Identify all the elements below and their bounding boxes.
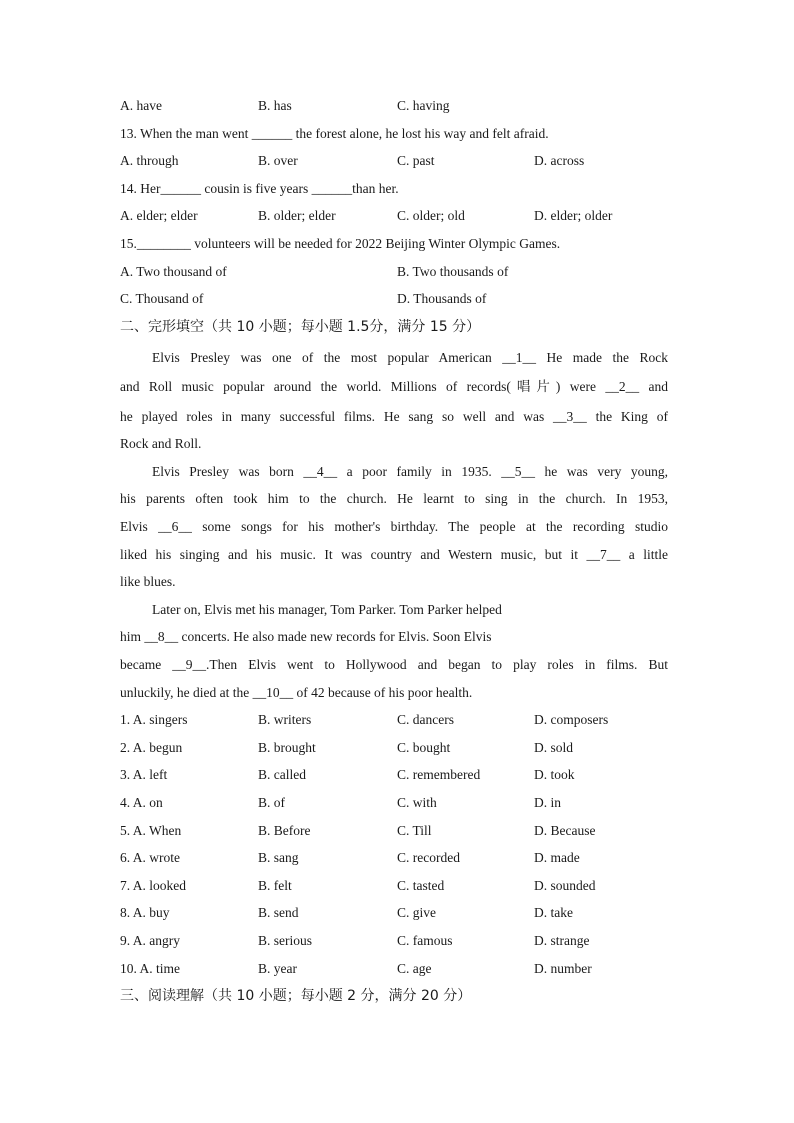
q13-option-c: C. past [397,153,435,168]
cloze-9-option-b: B. serious [258,933,312,948]
q12-option-b: B. has [258,98,292,113]
q12-options [120,97,680,115]
cloze-5-option-a: 5. A. When [120,823,182,838]
q12-option-a: A. have [120,98,162,113]
cloze-5-option-d: D. Because [534,823,596,838]
cloze-2-option-d: D. sold [534,740,574,755]
cloze-line-2: and Roll music popular around the world. Millions of records(唱片) were __2__ and [120,379,668,394]
section-reading-title: 三、阅读理解（共 10 小题；每小题 2 分，满分 20 分） [120,988,472,1004]
cloze-options-1 [120,711,680,729]
cloze-8-option-d: D. take [534,905,573,920]
cloze-8-option-b: B. send [258,905,299,920]
cloze-10-option-a: 10. A. time [120,961,180,976]
cloze-1-option-a: 1. A. singers [120,712,188,727]
cloze-3-option-c: C. remembered [397,767,481,782]
cloze-line-8: liked his singing and his music. It was country and Western music, but it __7__ a little [120,547,668,562]
cloze-line-12: became __9__.Then Elvis went to Hollywood and began to play roles in films. But [120,657,668,672]
q15-option-c: C. Thousand of [120,291,204,306]
q15-option-b: B. Two thousands of [397,264,509,279]
cloze-6-option-c: C. recorded [397,850,460,865]
cloze-3-option-b: B. called [258,767,306,782]
q14-option-b: B. older; elder [258,208,336,223]
cloze-line-4: Rock and Roll. [120,436,202,451]
cloze-4-option-a: 4. A. on [120,795,163,810]
q13-options [120,152,680,170]
cloze-4-option-d: D. in [534,795,561,810]
cloze-2-option-b: B. brought [258,740,316,755]
cloze-7-option-d: D. sounded [534,878,596,893]
cloze-options-7 [120,877,680,895]
cloze-options-5 [120,822,680,840]
q13-stem: 13. When the man went ______ the forest alone, he lost his way and felt afraid. [120,126,549,141]
cloze-6-option-a: 6. A. wrote [120,850,180,865]
cloze-8-option-a: 8. A. buy [120,905,170,920]
section-cloze-title: 二、完形填空（共 10 小题；每小题 1.5分，满分 15 分） [120,319,481,335]
q14-option-c: C. older; old [397,208,465,223]
cloze-4-option-c: C. with [397,795,437,810]
cloze-6-option-d: D. made [534,850,580,865]
cloze-1-option-d: D. composers [534,712,609,727]
cloze-line-5: Elvis Presley was born __4__ a poor family in 1935. __5__ he was very young, [152,464,668,479]
q14-stem: 14. Her______ cousin is five years ______than her. [120,181,399,196]
cloze-1-option-c: C. dancers [397,712,454,727]
cloze-line-13: unluckily, he died at the __10__ of 42 because of his poor health. [120,685,473,700]
cloze-options-3 [120,766,680,784]
cloze-10-option-d: D. number [534,961,592,976]
cloze-7-option-c: C. tasted [397,878,445,893]
cloze-options-8 [120,904,680,922]
q15-options-row1 [120,263,680,281]
q14-options [120,207,680,225]
cloze-line-6: his parents often took him to the church. He learnt to sing in the church. In 1953, [120,491,668,506]
cloze-2-option-a: 2. A. begun [120,740,183,755]
cloze-5-option-b: B. Before [258,823,311,838]
cloze-options-10 [120,960,680,978]
cloze-9-option-a: 9. A. angry [120,933,180,948]
q13-option-d: D. across [534,153,585,168]
cloze-2-option-c: C. bought [397,740,451,755]
cloze-line-9: like blues. [120,574,176,589]
cloze-1-option-b: B. writers [258,712,312,727]
cloze-line-11: him __8__ concerts. He also made new records for Elvis. Soon Elvis [120,629,492,644]
cloze-line-3: he played roles in many successful films. He sang so well and was __3__ the King of [120,409,668,424]
cloze-9-option-c: C. famous [397,933,453,948]
cloze-options-4 [120,794,680,812]
cloze-6-option-b: B. sang [258,850,299,865]
q14-option-a: A. elder; elder [120,208,198,223]
q15-stem: 15.________ volunteers will be needed for 2022 Beijing Winter Olympic Games. [120,236,561,251]
cloze-3-option-d: D. took [534,767,575,782]
q12-option-c: C. having [397,98,450,113]
q13-option-a: A. through [120,153,179,168]
cloze-options-9 [120,932,680,950]
cloze-9-option-d: D. strange [534,933,590,948]
cloze-5-option-c: C. Till [397,823,432,838]
cloze-line-1: Elvis Presley was one of the most popular American __1__ He made the Rock [152,350,668,365]
q15-option-a: A. Two thousand of [120,264,227,279]
cloze-line-10: Later on, Elvis met his manager, Tom Parker. Tom Parker helped [152,602,502,617]
cloze-10-option-b: B. year [258,961,297,976]
cloze-7-option-a: 7. A. looked [120,878,186,893]
q15-option-d: D. Thousands of [397,291,487,306]
q13-option-b: B. over [258,153,298,168]
cloze-line-7: Elvis __6__ some songs for his mother's birthday. The people at the recording studio [120,519,668,534]
q14-option-d: D. elder; older [534,208,613,223]
cloze-options-2 [120,739,680,757]
cloze-8-option-c: C. give [397,905,436,920]
cloze-3-option-a: 3. A. left [120,767,168,782]
cloze-4-option-b: B. of [258,795,285,810]
cloze-10-option-c: C. age [397,961,432,976]
cloze-options-6 [120,849,680,867]
q15-options-row2 [120,290,680,308]
cloze-7-option-b: B. felt [258,878,292,893]
